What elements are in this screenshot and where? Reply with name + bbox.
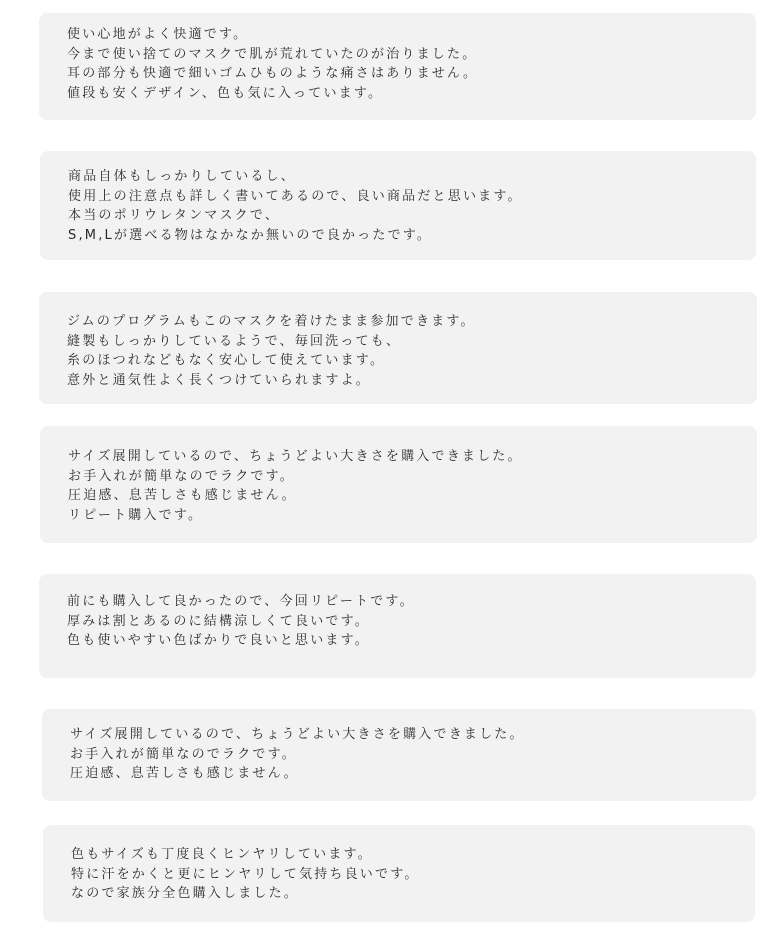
review-text-line: リピート購入です。 [68, 507, 204, 523]
review-text-line: 縫製もしっかりしているようで、毎回洗っても、 [67, 333, 402, 349]
review-text-line: 色もサイズも丁度良くヒンヤリしています。 [71, 847, 373, 862]
review-text-line: お手入れが簡単なのでラクです。 [68, 468, 295, 484]
review-text-line: ジムのプログラムもこのマスクを着けたまま参加できます。 [67, 314, 476, 329]
review-text-line: S,M,Lが選べる物はなかなか無いので良かったです。 [68, 227, 433, 243]
review-card [40, 151, 756, 260]
review-text-line: 厚みは割とあるのに結構涼しくて良いです。 [67, 613, 370, 629]
review-card [39, 292, 757, 404]
review-text-line: 本当のポリウレタンマスクで、 [68, 208, 281, 223]
review-card [39, 13, 756, 120]
review-text-line: 値段も安くデザイン、色も気に入っています。 [67, 85, 384, 101]
review-text-line: 前にも購入して良かったので、今回リピートです。 [67, 594, 415, 609]
review-card [39, 574, 756, 678]
review-text-line: 糸のほつれなどもなく安心して使えています。 [67, 353, 386, 368]
review-text-line: サイズ展開しているので、ちょうどよい大きさを購入できました。 [68, 449, 523, 464]
review-text-line: 耳の部分も快適で細いゴムひものような痛さはありません。 [67, 66, 479, 81]
review-text-line: 圧迫感、息苦しさも感じません。 [68, 488, 297, 503]
review-card [40, 426, 757, 543]
review-text-line: 特に汗をかくと更にヒンヤリして気持ち良いです。 [71, 866, 420, 882]
review-text-line: 今まで使い捨てのマスクで肌が荒れていたのが治りました。 [67, 46, 478, 62]
review-text-line: 圧迫感、息苦しさも感じません。 [70, 766, 299, 781]
review-text-line: 使い心地がよく快適です。 [67, 27, 249, 42]
review-text-line: なので家族分全色購入しました。 [71, 886, 300, 901]
review-text-line: 意外と通気性よく長くつけていられますよ。 [67, 372, 372, 388]
review-text-line: お手入れが簡単なのでラクです。 [70, 746, 297, 762]
review-card [42, 709, 756, 801]
review-text-line: サイズ展開しているので、ちょうどよい大きさを購入できました。 [70, 727, 525, 742]
review-card [43, 825, 755, 922]
review-text-line: 商品自体もしっかりしているし、 [68, 169, 297, 184]
review-text-line: 色も使いやすい色ばかりで良いと思います。 [67, 633, 370, 648]
review-text-line: 使用上の注意点も詳しく書いてあるので、良い商品だと思います。 [68, 188, 523, 204]
